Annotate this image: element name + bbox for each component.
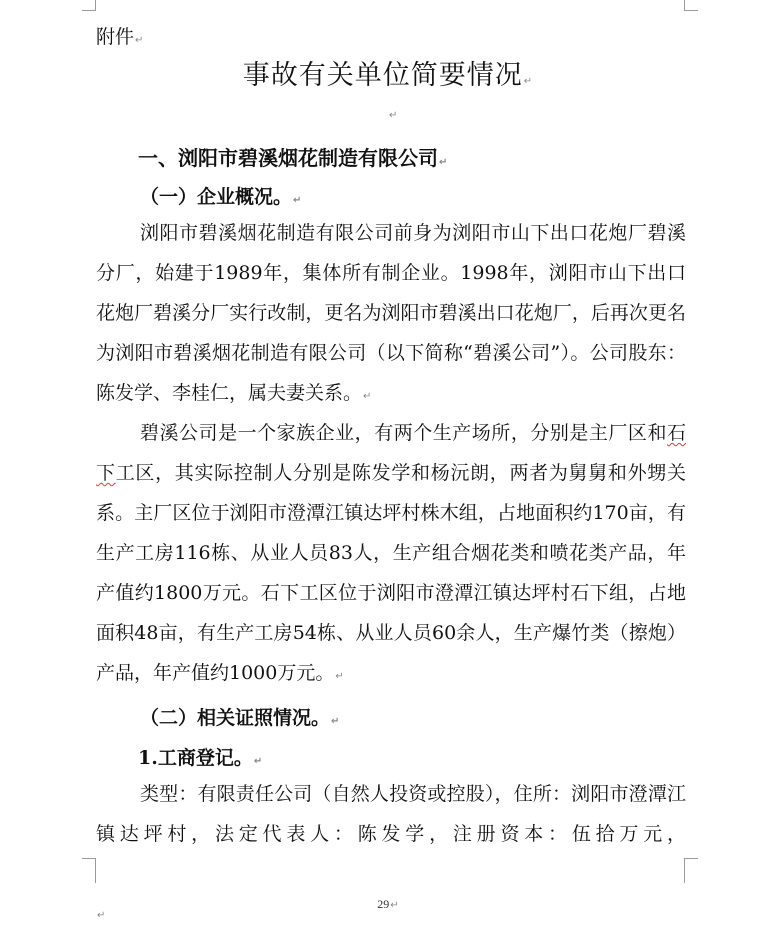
subsection-heading-overview: （一）企业概况。↵ (140, 186, 302, 208)
paragraph-company-history: 浏阳市碧溪烟花制造有限公司前身为浏阳市山下出口花炮厂碧溪分厂，始建于1989年，集体所有制企业。1998年，浏阳市山下出口花炮厂碧溪分厂实行改制，更名为浏阳市碧溪出口花炮厂，后再次更名为浏阳市碧溪烟花制造有限公司（以下简称“碧溪公司”）。公司股东：陈发学、李桂仁，属夫妻关系。↵ (96, 222, 686, 404)
section-heading-1: 一、浏阳市碧溪烟花制造有限公司↵ (138, 146, 448, 170)
paragraph-registration-details: 类型：有限责任公司（自然人投资或控股），住所：浏阳市澄潭江镇达坪村，法定代表人：陈发学，注册资本：伍拾万元， (96, 783, 686, 845)
end-paragraph-mark: ↵ (97, 910, 106, 921)
document-title: 事故有关单位简要情况↵ (242, 60, 534, 91)
paragraph-production-sites: 碧溪公司是一个家族企业，有两个生产场所，分别是主厂区和石下工区，其实际控制人分别是陈发学和杨沅朗，两者为舅舅和外甥关系。主厂区位于浏阳市澄潭江镇达坪村株木组，占地面积约170亩，有生产工房116栋、从业人员83人，生产组合烟花类和喷花类产品，年产值约1800万元。石下工区位于浏阳市澄潭江镇达坪村石下组，占地面积48亩，有生产工房54栋、从业人员60余人，生产爆竹类（擦炮）产品，年产值约1000万元。↵ (96, 422, 686, 684)
page-number: 29↵ (377, 897, 399, 911)
crop-mark-bottom-left (82, 858, 96, 883)
crop-mark-top-right (684, 0, 698, 11)
item-heading-business-registration: 1.工商登记。↵ (138, 747, 263, 769)
attachment-label: 附件↵ (96, 26, 144, 48)
empty-paragraph-mark: ↵ (389, 110, 398, 121)
crop-mark-bottom-right (684, 858, 698, 883)
subsection-heading-licenses: （二）相关证照情况。↵ (140, 707, 340, 729)
crop-mark-top-left (82, 0, 96, 11)
spellcheck-underlined-text: 石下 (96, 422, 686, 484)
